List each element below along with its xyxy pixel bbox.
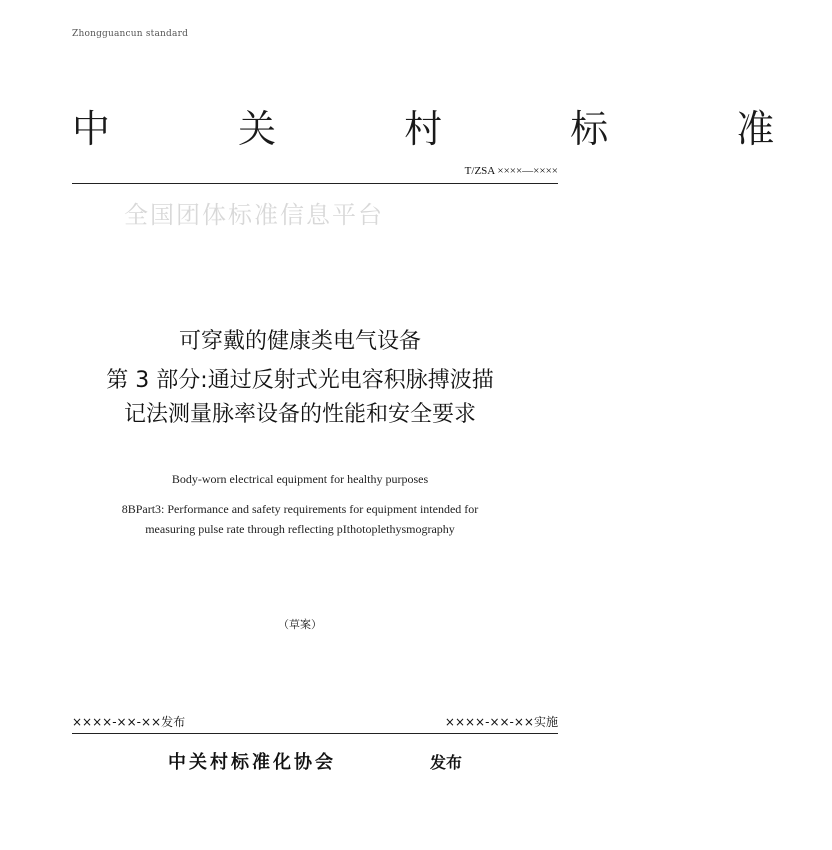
cn-title-line-2: 第 3 部分:通过反射式光电容积脉搏波描 <box>106 368 494 393</box>
draft-label: （草案） <box>278 618 322 631</box>
publishing-organization: 中关村标准化协会 <box>168 752 336 773</box>
release-date: ××××-××-××发布 <box>72 715 186 729</box>
header-small-caption: Zhongguancun standard <box>72 29 189 39</box>
standard-number: T/ZSA ××××—×××× <box>464 165 558 177</box>
en-title-line-2: 8BPart3: Performance and safety requirements for equipment intended for <box>121 502 479 516</box>
en-title-line-1: Body-worn electrical equipment for healthy purposes <box>171 472 429 486</box>
implementation-date: ××××-××-××实施 <box>444 715 558 729</box>
standard-category-title: 中 关 村 标 准 <box>72 107 832 151</box>
cn-title-line-3: 记法测量脉率设备的性能和安全要求 <box>123 402 476 427</box>
footer-divider <box>72 733 558 734</box>
publish-label: 发布 <box>430 753 463 772</box>
cn-title-line-1: 可穿戴的健康类电气设备 <box>178 329 421 354</box>
header-divider <box>72 183 558 184</box>
en-title-line-3: measuring pulse rate through reflecting pIthotoplethysmography <box>145 522 455 536</box>
watermark-text: 全国团体标准信息平台 <box>124 201 384 229</box>
